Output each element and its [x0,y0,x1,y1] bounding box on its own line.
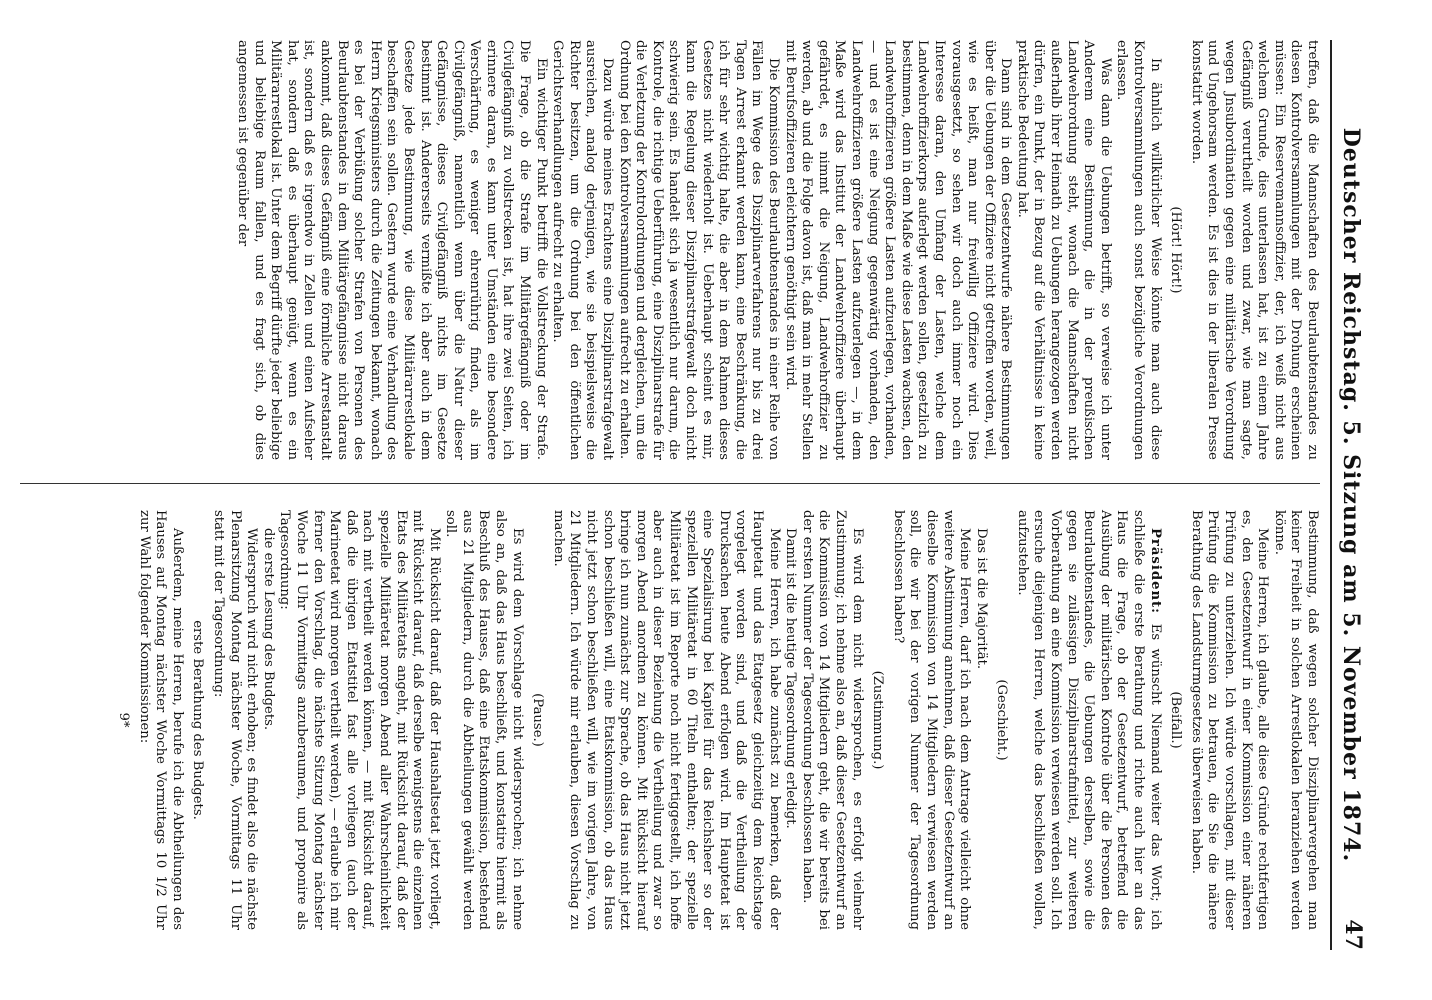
paragraph [1013,510,1162,930]
paragraph: Meine Herren, ich glaube, alle diese Gründe rechtfertigen es, den Gesetzentwurf in einer Kommission einer näheren Prüfung zu unterziehen. Ich würde vorschlagen, mit dieser Prüfung die Kommission zu betrauen, die Sie die nähere Berathung des Landsturmgesetzes überweisen haben. [1188,510,1271,930]
paragraph: Es wird dem Vorschlage nicht widersprochen; ich nehme also an, daß das Haus beschließt, und konstatire hiermit als Beschluß des Hauses, daß eine Etatskommission, bestehend aus 21 Mitgliedern, durch die Abtheilungen gewählt werden soll. [443,510,525,930]
column-divider [20,483,1320,484]
centered-note: (Pause.) [530,693,546,747]
paragraph-text: Es wünscht Niemand weiter das Wort; ich schließe die erste Berathung und richte auch hier an das Haus die Frage, ob der Gesetzentwurf, betreffend die Ausübung der militärischen Kontrole über die Personen des Beurlaubtenstandes, die Uebungen derselben, sowie die gegen sie zulässigen Disziplinarstrafmittel, zur weiteren Vorberathung an eine Kommission verwiesen werden soll. Ich ersuche diejenigen Herren, welche das beschließen wollen, aufzustehen. [1014,510,1163,931]
paragraph: Was dann die Uebungen betrifft, so verweise ich unter Anderem eine Bestimmung, die in der preußischen Landwehrordnung steht, wonach die Mannschaften nicht außerhalb ihrer Heimath zu Uebungen herangezogen werden dürfen, ein Punkt, der in Bezug auf die Verhältnisse in keine praktische Bedeutung hat. [1014,40,1113,460]
centered-note: (Geschieht.) [994,679,1010,761]
right-column [110,510,1320,930]
header-rule [1330,40,1332,950]
paragraph: die erste Lesung des Budgets. [260,528,276,731]
centered-note: erste Berathung des Budgets. [190,620,206,820]
paragraph: Das ist die Majorität. [973,528,989,670]
paragraph: Dann sind in dem Gesetzentwurfe nähere Bestimmungen über die Uebungen der Offiziere nicht getroffen worden, weil, wie es heißt, man nur freiwillig Offiziere wird. Dies vorausgesetzt, so sehen wir doch auch immer noch ein Interesse daran, den Umfang der Lasten, welche dem Landwehroffizierkorps auferlegt werden sollen, gesetzlich zu bestimmen, denn in dem Maße wie diese Lasten wachsen, den Landwehroffizieren größere Lasten aufzuerlegen, vorhanden, — und es ist eine Neigung gegenwärtig vorhanden, den Landwehroffizieren größere Lasten aufzuerlegen —, in dem Maße wird das Institut der Landwehroffiziere überhaupt gefährdet, es nimmt die Neigung, Landwehroffizier zu werden, ab und die Folge davon ist, daß man in mehr Stellen mit Berufsoffizieren erleichtern genöthigt sein wird. [782,40,1014,460]
paragraph: Es wird dem nicht widersprochen, es erfolgt vielmehr Zustimmung; ich nehme also an, daß dieser Gesetzentwurf an die Kommission von 14 Mitgliedern geht, die wir bereits bei der ersten Nummer der Tagesordnung beschlossen haben. [799,510,865,930]
paragraph: Damit ist die heutige Tagesordnung erledigt. [783,528,799,829]
paragraph: treffen, daß die Mannschaften des Beurlaubtenstandes zu diesen Kontrolversammlungen mit der Drohung erscheinen müssen: Ein Reservemannsoffizier, der, ich weiß nicht aus welchem Grunde, dies unterlassen hat, ist zu einem Jahre Gefängniß verurtheilt worden und zwar, wie man sagte, wegen Jnsubordination gegen eine militärische Verordnung und Ungehorsam werden. Es ist dies in der liberalen Presse konstatirt worden. [1188,40,1320,460]
centered-note: (Beifall.) [1168,691,1184,749]
page-title: Deutscher Reichstag. 5. Sitzung am 5. November 1874. [1338,127,1364,863]
paragraph: Ein wichtiger Punkt betrifft die Vollstreckung der Strafe. Die Frage, ob die Strafe im Militärgefängniß oder im Civilgefängniß zu vollstrecken ist, hat ihre zwei Seiten, ich erinnere daran, es kann unter Umständen eine besondere Verschärfung, es weniger ehrenrührig finden, als im Civilgefängniß, namentlich wenn über die Natur dieser Gefängnisse, dieses Civilgefängniß nichts im Gesetze bestimmt ist. Andererseits vermißte ich aber auch in dem Gesetze jede Bestimmung, wie diese Militärarrestlokale beschaffen sein sollen. Gestern wurde eine Verhandlung des Herrn Kriegsministers durch die Zeitungen bekannt, wonach es bei der Verbüßung solcher Strafen von Personen des Beurlaubtenstandes in dem Militärgefängnisse nicht daraus ankommt, daß dieses Gefängniß eine förmliche Arrestanstalt ist, sondern daß es irgendwo in Zellen und einen Aufseher hat, sondern daß es überhaupt genügt, wenn es ein Militärarrestlokal ist. Unter dem Begriff dürfte jeder beliebige und beliebige Raum fallen, und es fragt sich, ob dies angemessen ist gegenüber der [235,40,549,460]
paragraph: In ähnlich willkürlicher Weise könnte man auch diese Kontrolversammlungen auch sonst bezügliche Verordnungen erlassen. [1114,40,1163,460]
paragraph: Widerspruch wird nicht erhoben; es findet also die nächste Plenarsitzung Montag nächster Woche, Vormittags 11 Uhr statt mit der Tagesordnung: [211,510,260,930]
page-header [1332,40,1372,950]
page-number: 47 [1340,919,1366,950]
centered-note: (Hört! Hört!) [1168,206,1184,294]
paragraph: Mit Rücksicht darauf, daß der Haushaltsetat jetzt vorliegt, mit Rücksicht darauf, daß derselbe wenigstens die einzelnen Etats des Militäretats angeht, mit Rücksicht darauf, daß der spezielle Militäretat morgen Abend aller Wahrscheinlichkeit nach mit vertheilt werden können, — mit Rücksicht darauf, daß die übrigen Etatstitel fast alle vorliegen (auch der Marineetat wird morgen vertheilt werden), — erlaube ich mir ferner den Vorschlag, die nächste Sitzung Montag nächster Woche 11 Uhr Vormittags anzuberaumen, und proponire als Tagesordnung: [277,510,442,930]
left-column [233,40,1320,460]
speaker-name: Präsident: [1147,528,1163,624]
paragraph: Dazu würde meines Erachtens eine Disziplinarstrafgewalt ausreichen, analog derjenigen, wie sie beispielsweise die Richter besitzen, um die Ordnung bei den öffentlichen Gerichtsverhandlungen aufrecht zu erhalten. [550,40,616,460]
paragraph: Meine Herren, ich habe zunächst zu bemerken, daß der Hauptetat und das Etatgesetz gleichzeitig dem Reichstage vorgelegt worden sind, und daß die Vertheilung der Drucksachen heute Abend erfolgen wird. Im Hauptetat ist eine Spezialisirung bei Kapitel für das Reichsheer so der speziellen Militäretat in 60 Titeln enthalten; der spezielle Militäretat ist im Reporte noch nicht fertiggestellt, ich hoffe aber auch in dieser Beziehung die Vertheilung und zwar so morgen Abend anordnen zu können. Mit Rücksicht hierauf bringe ich nun zunächst zur Sprache, ob das Haus nicht jetzt schon beschließen will, eine Etatskommission, ob das Haus nicht jetzt schon beschließen will, wie im vorigen Jahre, von 21 Mitgliedern. Ich würde mir erlauben, diesen Vorschlag zu machen. [550,510,782,930]
paragraph: Meine Herren, darf ich nach dem Antrage vielleicht ohne weitere Abstimmung annehmen, daß dieser Gesetzentwurf an dieselbe Kommission von 14 Mitgliedern verwiesen werden soll, die wir bei der vorigen Nummer der Tagesordnung beschlossen haben? [890,510,973,930]
centered-note: (Zustimmung.) [870,670,886,770]
paragraph: Außerdem, meine Herren, berufe ich die Abtheilungen des Hauses auf Montag nächster Woche Vormittags 10 1/2 Uhr zur Wahl folgender Kommissionen: [136,510,185,930]
paragraph: Die Kommission des Beurlaubtenstandes in einer Reihe von Fällen im Wege des Disziplinarverfahrens nur bis zu drei Tagen Arrest erkannt werden kann, eine Beschränkung, die ich für sehr wichtig halte, die aber in dem Rahmen dieses Gesetzes nicht wiederholt ist. Ueberhaupt scheint es mir, kann die Regelung dieser Disziplinarstrafgewalt doch nicht schwierig sein. Es handelt sich ja wesentlich nur darum, die Kontrole, die richtige Ueberführung, eine Disziplinarstrafe für die Verletzung der Kontrolordnungen und dergleichen, um die Ordnung bei den Kontrolversammlungen aufrecht zu erhalten. [616,40,781,460]
paragraph: Bestimmung, daß wegen solcher Disziplinarvergehen man keiner Freiheit in solchen Arrestlokalen heranziehen werden könne. [1271,510,1320,930]
centered-note: 9* [116,712,132,728]
